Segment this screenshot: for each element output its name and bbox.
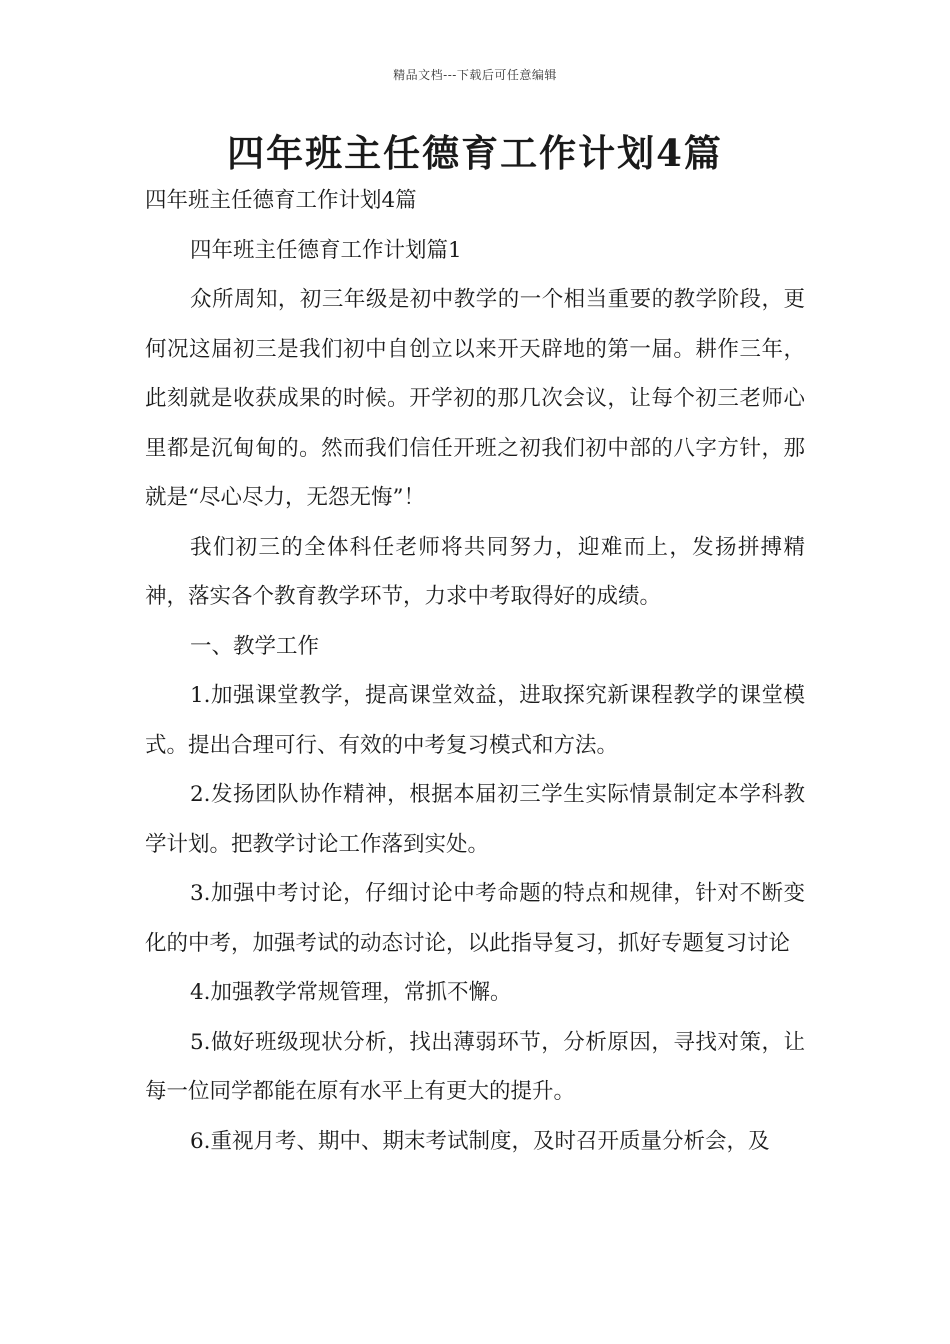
document-body xyxy=(145,176,805,1166)
paragraph-goal: 我们初三的全体科任老师将共同努力，迎难而上，发扬拼搏精神，落实各个教育教学环节，力求中考取得好的成绩。 xyxy=(145,534,805,609)
document-subtitle: 四年班主任德育工作计划4篇 xyxy=(145,188,417,213)
header-note: 精品文档---下载后可任意编辑 xyxy=(393,68,557,82)
list-item-1: 1.加强课堂教学，提高课堂效益，进取探究新课程教学的课堂模式。提出合理可行、有效的中考复习模式和方法。 xyxy=(145,683,805,758)
document-title: 四年班主任德育工作计划4篇 xyxy=(227,131,723,175)
list-item-5: 5.做好班级现状分析，找出薄弱环节，分析原因，寻找对策，让每一位同学都能在原有水平上有更大的提升。 xyxy=(145,1029,805,1104)
section-teaching-heading: 一、教学工作 xyxy=(190,633,320,659)
list-item-4: 4.加强教学常规管理，常抓不懈。 xyxy=(190,980,512,1005)
list-item-6: 6.重视月考、期中、期末考试制度，及时召开质量分析会，及 xyxy=(190,1128,770,1154)
list-item-2: 2.发扬团队协作精神，根据本届初三学生实际情景制定本学科教学计划。把教学讨论工作落到实处。 xyxy=(145,782,805,857)
section-heading: 四年班主任德育工作计划篇1 xyxy=(190,237,462,263)
list-item-3: 3.加强中考讨论，仔细讨论中考命题的特点和规律，针对不断变化的中考，加强考试的动态讨论，以此指导复习，抓好专题复习讨论 xyxy=(145,881,805,956)
paragraph-intro: 众所周知，初三年级是初中教学的一个相当重要的教学阶段，更何况这届初三是我们初中自创立以来开天辟地的第一届。耕作三年，此刻就是收获成果的时候。开学初的那几次会议，让每个初三老师心里都是沉甸甸的。然而我们信任开班之初我们初中部的八字方针，那就是“尽心尽力，无怨无悔”！ xyxy=(145,287,805,510)
